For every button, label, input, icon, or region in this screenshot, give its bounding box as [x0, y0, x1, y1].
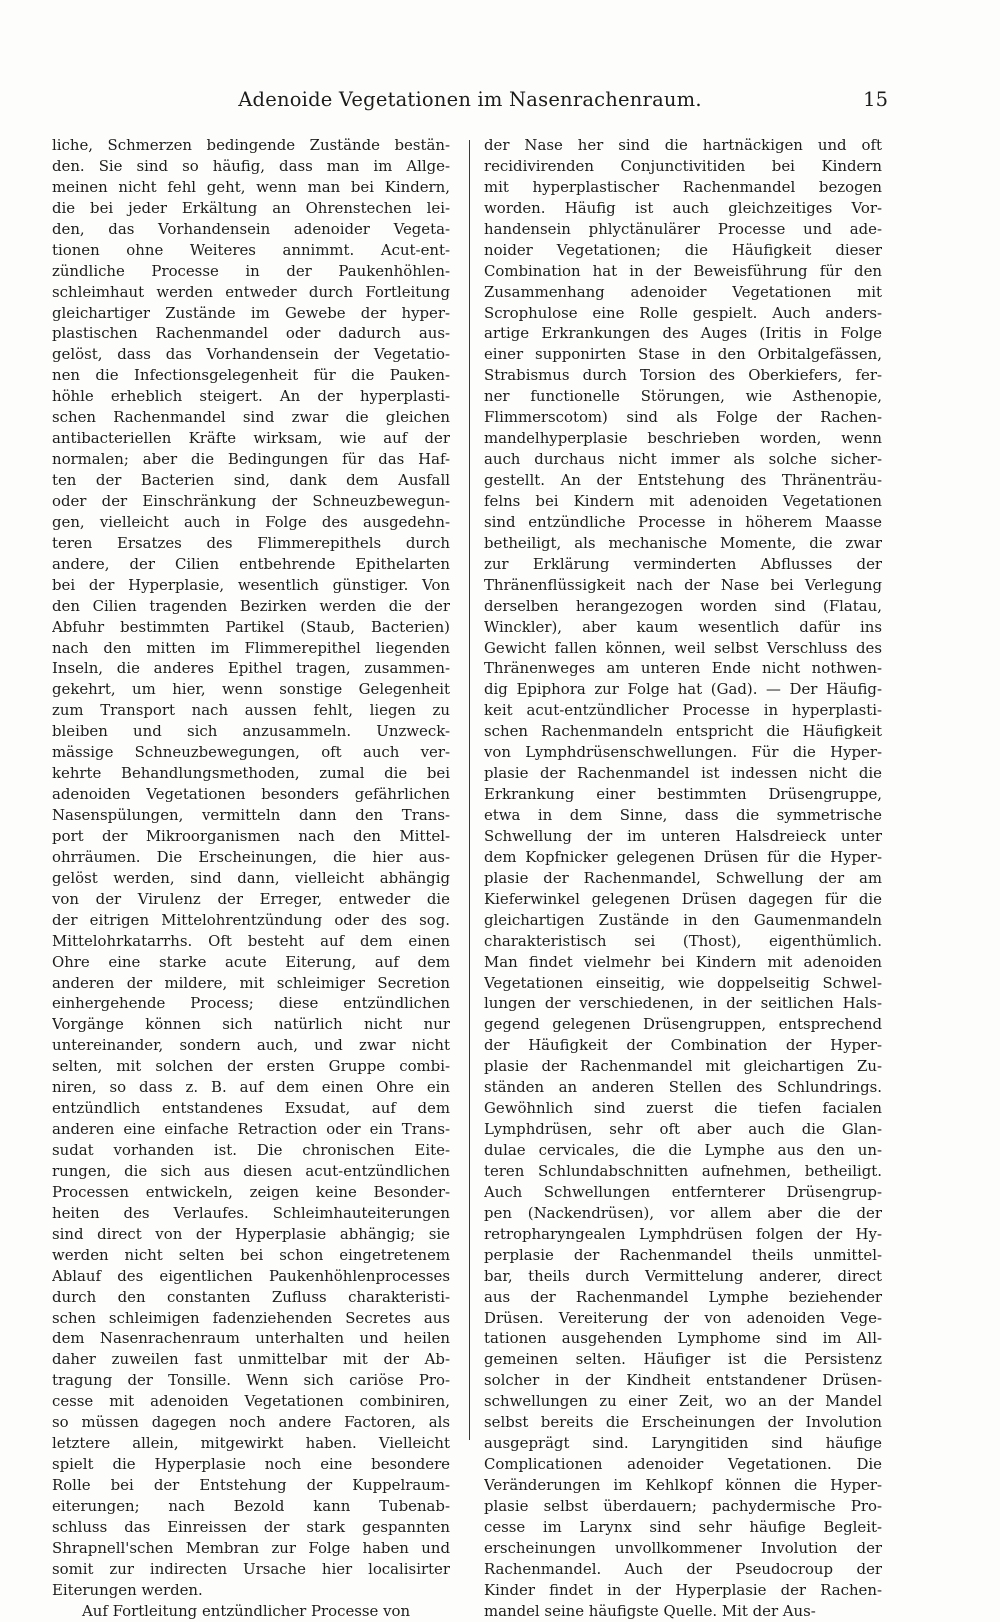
- text-line: den. Sie sind so häufig, dass man im Allge-: [52, 156, 450, 175]
- text-line: Eiterungen werden.: [52, 1580, 203, 1599]
- text-line: Nasenspülungen, vermitteln dann den Trans-: [52, 806, 450, 824]
- text-line: bei der Hyperplasie, wesentlich günstiger. Von: [52, 575, 450, 594]
- text-line: Processen entwickeln, zeigen keine Besonder-: [52, 1182, 450, 1201]
- text-line: Veränderungen im Kehlkopf können die Hyper-: [484, 1476, 882, 1494]
- text-line: tragung der Tonsille. Wenn sich cariöse Pro-: [52, 1371, 450, 1390]
- text-line: schen schleimigen fadenziehenden Secretes aus: [52, 1308, 450, 1327]
- text-line: keit acut-entzündlicher Processe in hyperplasti-: [484, 701, 882, 720]
- text-line: port der Mikroorganismen nach den Mittel-: [52, 826, 450, 845]
- text-line: Gewöhnlich sind zuerst die tiefen facialen: [484, 1099, 882, 1118]
- text-line: durch den constanten Zufluss charakteristi-: [52, 1287, 450, 1306]
- text-line: charakteristisch sei (Thost), eigenthümlich.: [484, 931, 882, 950]
- text-line: etwa in dem Sinne, dass die symmetrische: [484, 806, 882, 824]
- text-line: Man findet vielmehr bei Kindern mit adenoiden: [484, 952, 882, 971]
- text-line: werden nicht selten bei schon eingetretenem: [52, 1245, 450, 1264]
- text-line: rungen, die sich aus diesen acut-entzündlichen: [52, 1161, 450, 1180]
- text-line: nen die Infectionsgelegenheit für die Pauken-: [52, 366, 450, 385]
- text-line: dulae cervicales, die die Lymphe aus den un-: [484, 1141, 882, 1159]
- text-line: liche, Schmerzen bedingende Zustände bestän-: [52, 136, 450, 154]
- text-line: selbst bereits die Erscheinungen der Involution: [484, 1413, 882, 1432]
- text-line: bleiben und sich anzusammeln. Unzweck-: [52, 722, 450, 741]
- text-line: Complicationen adenoider Vegetationen. Die: [484, 1455, 882, 1474]
- text-line: Auch Schwellungen entfernterer Drüsengrup-: [484, 1182, 882, 1201]
- text-line: niren, so dass z. B. auf dem einen Ohre ein: [52, 1078, 450, 1097]
- text-line: kehrte Behandlungsmethoden, zumal die bei: [52, 764, 450, 783]
- text-line: sind entzündliche Processe in höherem Maasse: [484, 512, 882, 531]
- text-line: solcher in der Kindheit entstandener Drüsen-: [484, 1371, 882, 1390]
- text-line: schluss das Einreissen der stark gespannten: [52, 1517, 450, 1536]
- text-line: höhle erheblich steigert. An der hyperplasti-: [52, 387, 450, 406]
- text-line: Abfuhr bestimmten Partikel (Staub, Bacterien): [52, 617, 450, 636]
- text-line: mässige Schneuzbewegungen, oft auch ver-: [52, 743, 450, 762]
- text-line: von Lymphdrüsenschwellungen. Für die Hyper-: [484, 743, 882, 762]
- page-number: 15: [863, 88, 888, 111]
- text-line: Vegetationen einseitig, wie doppelseitig Schwel-: [484, 973, 882, 992]
- text-line: dig Epiphora zur Folge hat (Gad). — Der Häufig-: [484, 680, 882, 699]
- text-line: Rolle bei der Entstehung der Kuppelraum-: [52, 1476, 450, 1494]
- text-line: Winckler), aber kaum wesentlich dafür ins: [484, 617, 882, 636]
- text-line: Inseln, die anderes Epithel tragen, zusammen-: [52, 659, 450, 678]
- text-line: schen Rachenmandeln entspricht die Häufigkeit: [484, 722, 882, 741]
- text-line: plasie selbst überdauern; pachydermische Pro-: [484, 1496, 882, 1515]
- text-line: der Nase her sind die hartnäckigen und oft: [484, 136, 882, 154]
- text-line: worden. Häufig ist auch gleichzeitiges Vor-: [484, 198, 882, 217]
- text-line: Gewicht fallen können, weil selbst Verschluss des: [484, 638, 882, 657]
- text-line: gen, vielleicht auch in Folge des ausgedehn-: [52, 512, 450, 531]
- text-line: felns bei Kindern mit adenoiden Vegetationen: [484, 491, 882, 510]
- running-title: Adenoide Vegetationen im Nasenrachenraum.: [238, 88, 702, 111]
- text-line: schen Rachenmandel sind zwar die gleichen: [52, 408, 450, 427]
- text-line: einhergehende Process; diese entzündlichen: [52, 994, 450, 1013]
- text-line: nach den mitten im Flimmerepithel liegenden: [52, 638, 450, 657]
- text-line: mit hyperplastischer Rachenmandel bezogen: [484, 177, 882, 196]
- text-line: dem Kopfnicker gelegenen Drüsen für die Hyper-: [484, 847, 882, 866]
- text-line: meinen nicht fehl geht, wenn man bei Kindern,: [52, 177, 450, 196]
- text-line: andere, der Cilien entbehrende Epithelarten: [52, 554, 450, 573]
- text-line: plasie der Rachenmandel ist indessen nicht die: [484, 764, 882, 783]
- text-line: tionen ohne Weiteres annimmt. Acut-ent-: [52, 240, 450, 259]
- text-column-right: [484, 135, 882, 1620]
- text-line: Ohre eine starke acute Eiterung, auf dem: [52, 952, 450, 971]
- text-line: somit zur indirecten Ursache hier localisirter: [52, 1559, 450, 1578]
- text-line: betheiligt, als mechanische Momente, die zwar: [484, 533, 882, 552]
- text-line: ohrräumen. Die Erscheinungen, die hier aus-: [52, 847, 450, 866]
- text-line: anderen der mildere, mit schleimiger Secretion: [52, 973, 450, 992]
- text-line: Schwellung der im unteren Halsdreieck unter: [484, 826, 882, 845]
- text-line: ner functionelle Störungen, wie Asthenopie,: [484, 387, 882, 406]
- text-line: ausgeprägt sind. Laryngitiden sind häufige: [484, 1434, 882, 1453]
- text-line: der eitrigen Mittelohrentzündung oder des sog.: [52, 910, 450, 929]
- text-line: mandel seine häufigste Quelle. Mit der Aus-: [484, 1601, 816, 1620]
- text-line: Rachenmandel. Auch der Pseudocroup der: [484, 1559, 882, 1578]
- text-line: plasie der Rachenmandel mit gleichartigen Zu-: [484, 1057, 882, 1076]
- text-line: gekehrt, um hier, wenn sonstige Gelegenheit: [52, 680, 450, 699]
- text-line: Strabismus durch Torsion des Oberkiefers, fer-: [484, 366, 882, 385]
- column-divider: [469, 140, 470, 1440]
- text-line: zur Erklärung verminderten Abflusses der: [484, 554, 882, 573]
- text-line: normalen; aber die Bedingungen für das Haf-: [52, 450, 450, 469]
- text-line: dem Nasenrachenraum unterhalten und heilen: [52, 1329, 450, 1348]
- text-line: teren Schlundabschnitten aufnehmen, betheiligt.: [484, 1161, 882, 1180]
- text-line: heiten des Verlaufes. Schleimhauteiterungen: [52, 1203, 450, 1222]
- text-line: aus der Rachenmandel Lymphe beziehender: [484, 1287, 882, 1306]
- text-line: selten, mit solchen der ersten Gruppe combi-: [52, 1057, 450, 1076]
- text-line: Kieferwinkel gelegenen Drüsen dagegen für die: [484, 889, 882, 908]
- text-line: so müssen dagegen noch andere Factoren, als: [52, 1413, 450, 1432]
- text-line: Vorgänge können sich natürlich nicht nur: [52, 1015, 450, 1034]
- text-line: handensein phlyctänulärer Processe und ade-: [484, 219, 882, 238]
- text-line: anderen eine einfache Retraction oder ein Trans-: [52, 1120, 450, 1139]
- text-line: gleichartiger Zustände im Gewebe der hyper-: [52, 303, 450, 322]
- text-line: Ablauf des eigentlichen Paukenhöhlenprocesses: [52, 1266, 450, 1285]
- text-line: antibacteriellen Kräfte wirksam, wie auf der: [52, 429, 450, 448]
- text-line: von der Virulenz der Erreger, entweder die: [52, 889, 450, 908]
- text-line: bar, theils durch Vermittelung anderer, direct: [484, 1266, 882, 1285]
- text-line: den, das Vorhandensein adenoider Vegeta-: [52, 219, 450, 238]
- text-line: perplasie der Rachenmandel theils unmittel-: [484, 1245, 882, 1264]
- text-line: Thränenflüssigkeit nach der Nase bei Verlegung: [484, 575, 882, 594]
- text-line: Zusammenhang adenoider Vegetationen mit: [484, 282, 882, 301]
- text-line: untereinander, sondern auch, und zwar nicht: [52, 1036, 450, 1055]
- text-line: gegend gelegenen Drüsengruppen, entsprechend: [484, 1015, 882, 1034]
- text-line: der Häufigkeit der Combination der Hyper-: [484, 1036, 882, 1055]
- text-line: entzündlich entstandenes Exsudat, auf dem: [52, 1099, 450, 1118]
- text-line: Scrophulose eine Rolle gespielt. Auch anders-: [484, 303, 882, 322]
- text-line: Auf Fortleitung entzündlicher Processe von: [82, 1601, 411, 1620]
- text-line: zum Transport nach aussen fehlt, liegen zu: [52, 701, 450, 720]
- text-line: cesse mit adenoiden Vegetationen combiniren,: [52, 1392, 450, 1411]
- text-line: erscheinungen unvollkommener Involution der: [484, 1538, 882, 1557]
- text-line: sudat vorhanden ist. Die chronischen Eite-: [52, 1141, 450, 1159]
- text-line: Erkrankung einer bestimmten Drüsengruppe,: [484, 785, 882, 804]
- text-line: artige Erkrankungen des Auges (Iritis in Folge: [484, 324, 882, 343]
- text-line: ständen an anderen Stellen des Schlundrings.: [484, 1078, 882, 1097]
- text-line: gelöst werden, sind dann, vielleicht abhängig: [52, 868, 450, 887]
- text-line: derselben herangezogen worden sind (Flatau,: [484, 596, 882, 615]
- text-line: recidivirenden Conjunctivitiden bei Kindern: [484, 156, 882, 175]
- text-line: gelöst, dass das Vorhandensein der Vegetatio-: [52, 345, 450, 364]
- text-line: den Cilien tragenden Bezirken werden die der: [52, 596, 450, 615]
- text-line: auch durchaus nicht immer als solche sicher-: [484, 450, 882, 469]
- text-line: pen (Nackendrüsen), vor allem aber die der: [484, 1203, 882, 1222]
- text-line: Combination hat in der Beweisführung für den: [484, 261, 882, 280]
- text-line: tationen ausgehenden Lymphome sind im All-: [484, 1329, 882, 1348]
- text-line: mandelhyperplasie beschrieben worden, wenn: [484, 429, 882, 448]
- text-line: eiterungen; nach Bezold kann Tubenab-: [52, 1496, 450, 1515]
- text-line: gestellt. An der Entstehung des Thränenträu-: [484, 471, 882, 489]
- text-line: Kinder findet in der Hyperplasie der Rachen-: [484, 1580, 882, 1599]
- text-line: plastischen Rachenmandel oder dadurch aus-: [52, 324, 450, 343]
- text-line: Thränenweges am unteren Ende nicht nothwen-: [484, 659, 882, 678]
- text-line: sind direct von der Hyperplasie abhängig; sie: [52, 1224, 450, 1243]
- text-line: Drüsen. Vereiterung der von adenoiden Vege-: [484, 1308, 882, 1327]
- text-line: zündliche Processe in der Paukenhöhlen-: [52, 261, 450, 280]
- text-line: ten der Bacterien sind, dank dem Ausfall: [52, 471, 450, 489]
- text-line: Mittelohrkatarrhs. Oft besteht auf dem einen: [52, 931, 450, 950]
- text-line: plasie der Rachenmandel, Schwellung der am: [484, 868, 882, 887]
- text-line: schwellungen zu einer Zeit, wo an der Mandel: [484, 1392, 882, 1411]
- text-line: Shrapnell'schen Membran zur Folge haben und: [52, 1538, 450, 1557]
- text-column-left: [52, 135, 450, 1620]
- text-line: teren Ersatzes des Flimmerepithels durch: [52, 533, 450, 552]
- text-line: noider Vegetationen; die Häufigkeit dieser: [484, 240, 882, 259]
- text-line: spielt die Hyperplasie noch eine besondere: [52, 1455, 450, 1474]
- text-line: gemeinen selten. Häufiger ist die Persistenz: [484, 1350, 882, 1369]
- text-line: letztere allein, mitgewirkt haben. Vielleicht: [52, 1434, 450, 1453]
- text-line: gleichartigen Zustände in den Gaumenmandeln: [484, 910, 882, 929]
- text-line: lungen der verschiedenen, in der seitlichen Hals-: [484, 994, 882, 1013]
- text-line: die bei jeder Erkältung an Ohrenstechen lei-: [52, 198, 450, 217]
- text-line: einer supponirten Stase in den Orbitalgefässen,: [484, 345, 882, 364]
- text-line: schleimhaut werden entweder durch Fortleitung: [52, 282, 450, 301]
- text-line: Lymphdrüsen, sehr oft aber auch die Glan-: [484, 1120, 882, 1139]
- text-line: cesse im Larynx sind sehr häufige Begleit-: [484, 1517, 882, 1536]
- text-line: Flimmerscotom) sind als Folge der Rachen-: [484, 408, 882, 427]
- text-line: daher zuweilen fast unmittelbar mit der Ab-: [52, 1350, 450, 1369]
- text-line: adenoiden Vegetationen besonders gefährlichen: [52, 785, 450, 804]
- text-line: retropharyngealen Lymphdrüsen folgen der Hy-: [484, 1224, 882, 1243]
- text-line: oder der Einschränkung der Schneuzbewegun-: [52, 491, 450, 510]
